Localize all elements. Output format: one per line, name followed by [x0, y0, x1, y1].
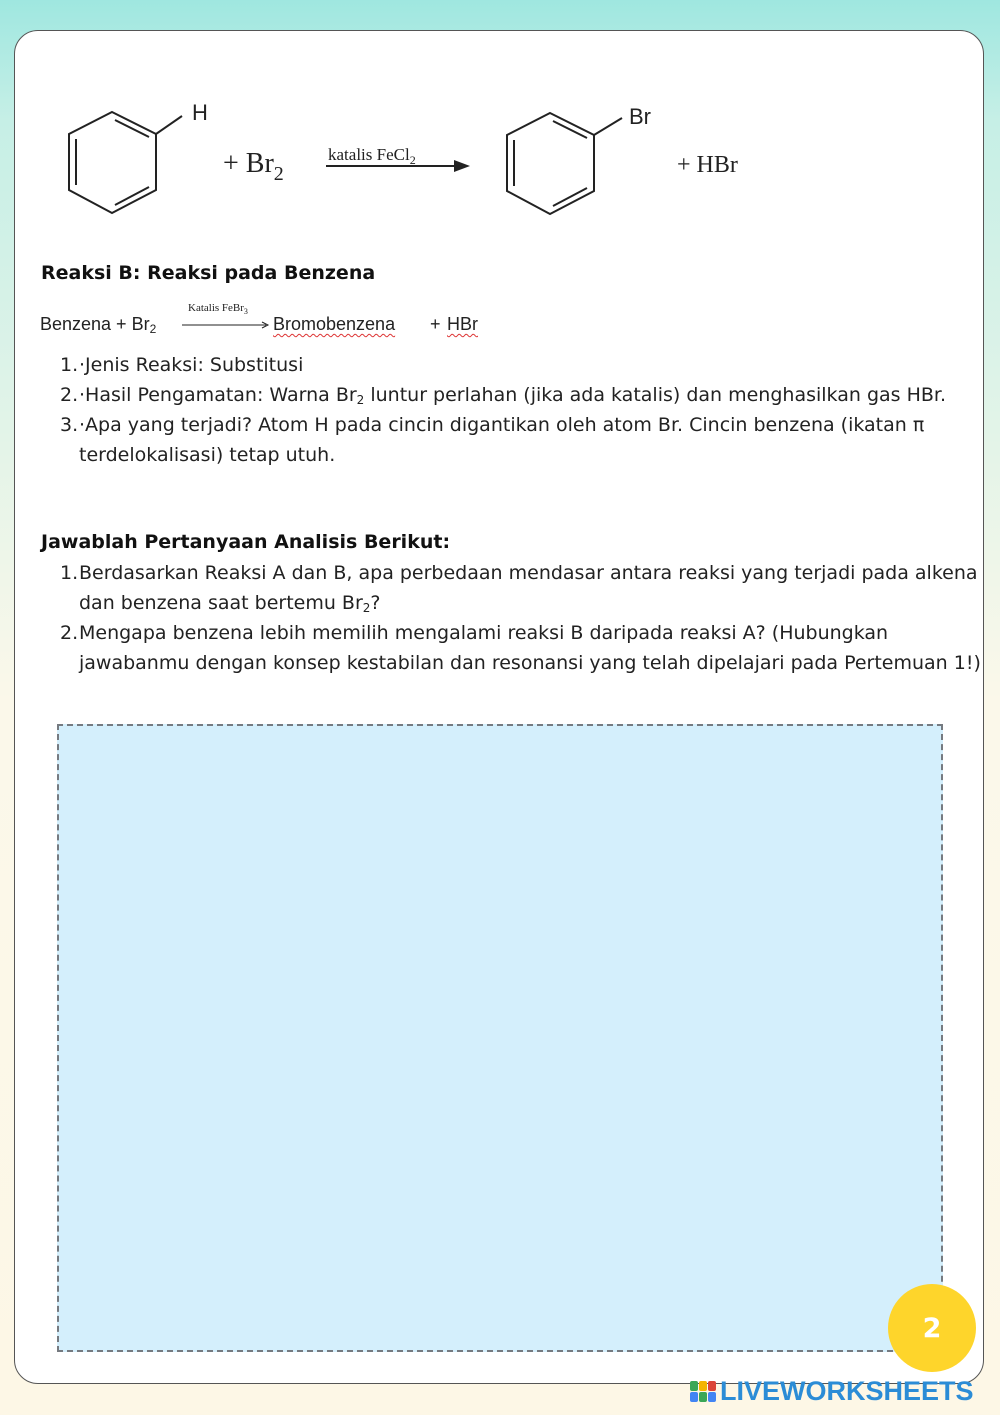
h-atom-label: H — [192, 100, 208, 125]
equation-catalyst: Katalis FeBr$_3$ — [188, 302, 248, 317]
list-item — [40, 350, 985, 380]
questions-list — [40, 558, 985, 678]
section-b-heading: Reaksi B: Reaksi pada Benzena — [41, 262, 376, 284]
question-item — [40, 618, 985, 678]
list-item — [40, 410, 985, 470]
list-text: ·Apa yang terjadi? Atom H pada cincin digantikan oleh atom Br. Cincin benzena (ikatan π terdelokalisasi) tetap utuh. — [79, 414, 925, 466]
list-item — [40, 380, 985, 410]
list-number: 2. — [60, 384, 79, 406]
list-text: ·Hasil Pengamatan: Warna $Br_2$ luntur perlahan (jika ada katalis) dan menghasilkan gas HBr. — [79, 384, 947, 407]
equation-arrow-icon — [182, 320, 272, 330]
list-text: ·Jenis Reaksi: Substitusi — [79, 354, 304, 376]
br-atom-label: Br — [629, 104, 651, 129]
equation-reactant: Benzena + $Br_2$ — [40, 314, 157, 336]
list-number: 1. — [60, 354, 79, 376]
benzene-ring-icon — [69, 112, 182, 213]
equation-byproduct: HBr — [447, 314, 478, 334]
observation-list — [40, 350, 985, 470]
answer-textbox[interactable] — [57, 724, 943, 1352]
brand-name: LIVEWORKSHEETS — [720, 1375, 974, 1406]
question-item — [40, 558, 985, 618]
liveworksheets-brand — [690, 1376, 974, 1406]
question-text: Berdasarkan Reaksi A dan B, apa perbedaan mendasar antara reaksi yang terjadi pada alkena dan benzena saat bertemu $Br_2$? — [79, 562, 978, 615]
hbr-product: + HBr — [677, 152, 738, 178]
br2-reagent: + $Br_2$ — [223, 148, 284, 185]
question-number: 2. — [60, 622, 79, 644]
question-number: 1. — [60, 562, 79, 584]
list-number: 3. — [60, 414, 79, 436]
catalyst-fecl2: katalis FeCl$_2$ — [328, 145, 416, 167]
equation-plus: + — [430, 314, 441, 334]
page-number-badge: 2 — [888, 1284, 976, 1372]
reaction-a-diagram — [40, 92, 800, 227]
questions-heading: Jawablah Pertanyaan Analisis Berikut: — [41, 531, 451, 553]
equation-product: Bromobenzena — [273, 314, 396, 334]
liveworksheets-logo-icon — [690, 1381, 716, 1402]
bromobenzene-ring-icon — [507, 113, 622, 214]
question-text: Mengapa benzena lebih memilih mengalami reaksi B daripada reaksi A? (Hubungkan jawabanmu dengan konsep kestabilan dan resonansi yang telah dipelajari pada Pertemuan 1!) — [79, 622, 981, 674]
